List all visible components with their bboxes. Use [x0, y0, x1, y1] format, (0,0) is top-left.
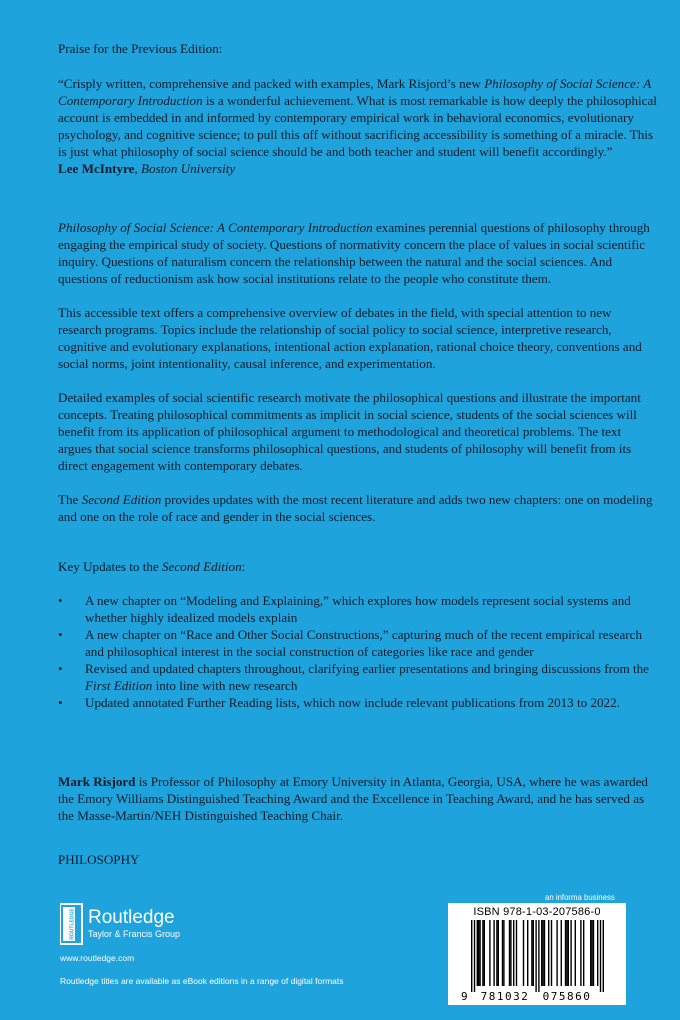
routledge-logo	[60, 902, 270, 950]
barcode-bar	[474, 920, 475, 992]
barcode-bar	[502, 920, 503, 986]
barcode-bar	[542, 920, 543, 986]
informa-tagline: an informa business	[545, 893, 615, 902]
barcode-bar	[496, 920, 497, 986]
barcode-bar	[583, 920, 584, 986]
barcode-bar	[538, 920, 539, 992]
updates-item: • Updated annotated Further Reading lists, which now include relevant publications from 2013 to 2022.	[58, 694, 658, 711]
publisher-url[interactable]: www.routledge.com	[60, 953, 135, 963]
barcode-bar	[556, 920, 557, 986]
logo-subtitle: Taylor & Francis Group	[88, 929, 181, 939]
barcode-bar	[600, 920, 601, 992]
barcode-icon	[457, 920, 619, 1004]
barcode-bar	[498, 920, 499, 986]
logo-name: Routledge	[88, 907, 175, 928]
barcode-bar	[531, 920, 532, 986]
barcode-bar	[513, 920, 514, 986]
barcode-bar	[479, 920, 480, 986]
updates-section	[58, 558, 658, 711]
barcode-bar	[570, 920, 571, 986]
updates-list	[58, 592, 658, 711]
updates-item: • A new chapter on “Race and Other Social Constructions,” capturing much of the recent empirical research and philosophical interest in the social construction of categories like race and gender	[58, 626, 658, 660]
category-label: PHILOSOPHY	[58, 852, 140, 867]
barcode-bar	[566, 920, 567, 986]
description-para-2: This accessible text offers a comprehensive overview of debates in the field, with special attention to new research programs. Topics include the relationship of social policy to social science, interpretive research, cognitive and evolutionary explanations, intentional action explanation, rational choice theory, conventions and social norms, joint intentionality, causal inference, and experimentation.	[58, 305, 642, 371]
barcode-bar	[541, 920, 542, 986]
barcode-bar	[510, 920, 511, 986]
barcode-bar	[565, 920, 566, 986]
barcode-bar	[527, 920, 528, 986]
updates-item: • Revised and updated chapters throughout, clarifying earlier presentations and bringing discussions from the First Edition into line with new research	[58, 660, 658, 694]
description-para-4: The Second Edition provides updates with the most recent literature and adds two new chapters: one on modeling and one on the role of race and gender in the social sciences.	[58, 492, 653, 524]
barcode-box	[448, 903, 626, 1005]
description-para-1: Philosophy of Social Science: A Contemporary Introduction examines perennial questions of philosophy through engaging the empirical study of society. Questions of normativity concern the place of values in social scientific inquiry. Questions of naturalism concern the relationship between the natural and the social sciences. And questions of reductionism ask how social institutions relate to the people who constitute them.	[58, 220, 650, 286]
ebook-note: Routledge titles are available as eBook editions in a range of digital formats	[60, 976, 344, 986]
barcode-bar	[493, 920, 494, 986]
isbn-digits-right: 075860	[542, 990, 592, 1003]
author-bio: Mark Risjord is Professor of Philosophy at Emory University in Atlanta, Georgia, USA, where he was awarded the Emory Williams Distinguished Teaching Award and the Excellence in Teaching Award, and he has served as the Masse-Martin/NEH Distinguished Teaching Chair.	[58, 774, 648, 823]
barcode-bar	[523, 920, 524, 986]
praise-affiliation: Boston University	[141, 161, 236, 176]
logo-side-text: ROUTLEDGE	[69, 908, 76, 940]
barcode-bar	[593, 920, 594, 986]
routledge-logo-icon	[60, 902, 270, 950]
barcode-bar	[591, 920, 592, 986]
barcode-bar	[535, 920, 536, 992]
barcode-bar	[489, 920, 490, 986]
barcode-bar	[551, 920, 552, 986]
barcode-bar	[544, 920, 545, 986]
barcode-bar	[590, 920, 591, 986]
description-para-3: Detailed examples of social scientific research motivate the philosophical questions and illustrate the important concepts. Treating philosophical commitments as implicit in social science, students of the social sciences will benefit from its application of philosophical argument to methodological and theoretical problems. The text argues that social science transforms philosophical questions, and students of philosophy will benefit from its direct engagement with contemporary debates.	[58, 390, 641, 473]
barcode-bar	[509, 920, 510, 986]
barcode-bar	[484, 920, 485, 986]
isbn-digits-left: 781032	[480, 990, 530, 1003]
barcode-bar	[575, 920, 576, 986]
barcode-bar	[548, 920, 549, 986]
praise-quote: “Crisply written, comprehensive and packed with examples, Mark Risjord’s new Philosophy of Social Science: A Contemporary Introduction is a wonderful achievement. What is most remarkable is how deeply the philosophical account is embedded in and informed by contemporary empirical work in behavioral economics, evolutionary psychology, and cognitive science; to pull this off without sacrificing accessibility is something of a miracle. This is just what philosophy of social science should be and both teacher and student will benefit accordingly.”	[58, 76, 657, 159]
praise-attribution: Lee McIntyre, Boston University	[58, 161, 236, 176]
barcode-bar	[603, 920, 604, 992]
barcode-bar	[580, 920, 581, 986]
description-section	[58, 219, 658, 525]
praise-section	[58, 40, 658, 177]
barcode-bar	[516, 920, 517, 986]
barcode-bar	[503, 920, 504, 986]
updates-item: • A new chapter on “Modeling and Explaining,” which explores how models represent social systems and whether highly idealized models explain	[58, 592, 658, 626]
updates-heading: Key Updates to the Second Edition:	[58, 559, 246, 574]
barcode-bar	[568, 920, 569, 986]
barcode-bar	[471, 920, 472, 992]
barcode-bar	[477, 920, 478, 986]
barcode-bar	[533, 920, 534, 986]
praise-heading: Praise for the Previous Edition:	[58, 41, 223, 56]
author-name: Mark Risjord	[58, 774, 136, 789]
barcode-bar	[597, 920, 598, 986]
barcode-bar	[561, 920, 562, 986]
isbn-label: ISBN 978-1-03-207586-0	[473, 906, 601, 918]
barcode-bar	[482, 920, 483, 986]
praise-author: Lee McIntyre	[58, 161, 135, 176]
barcode-bar	[478, 920, 479, 986]
isbn-digit-first: 9	[461, 990, 468, 1003]
